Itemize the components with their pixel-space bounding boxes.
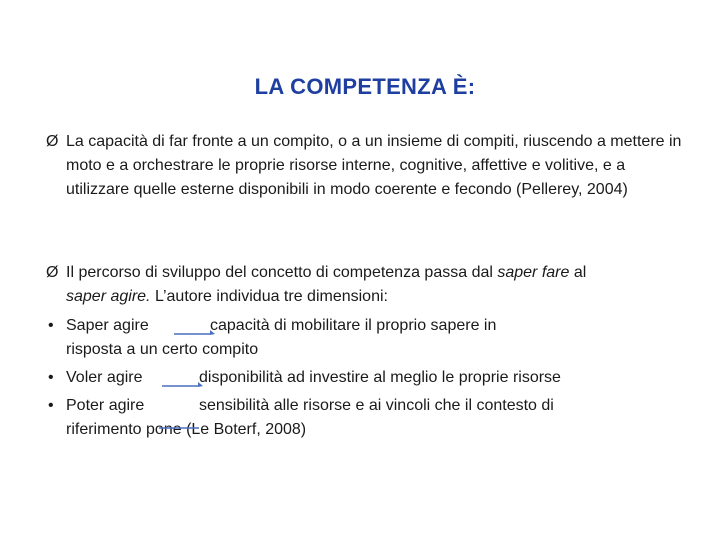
italic-saper-fare: saper fare xyxy=(497,264,570,281)
bullet-dot: • xyxy=(48,369,54,386)
paragraph-definition xyxy=(46,130,686,202)
dimension-item-saper-agire xyxy=(48,314,686,362)
evolution-text-mid: al xyxy=(569,264,587,281)
evolution-text-start: Il percorso di sviluppo del concetto di competenza passa dal xyxy=(66,264,498,281)
bullet-dot: • xyxy=(48,397,54,414)
dimension-description: disponibilità ad investire al meglio le proprie risorse xyxy=(199,369,561,386)
bullet-dot: • xyxy=(48,317,54,334)
arrow-icon xyxy=(162,378,204,388)
arrow-icon xyxy=(159,424,203,434)
arrow-bullet-icon: Ø xyxy=(46,264,59,281)
dimension-description: capacità di mobilitare il proprio sapere in xyxy=(210,317,497,334)
dimension-item-voler-agire xyxy=(48,366,686,390)
arrow-bullet-icon: Ø xyxy=(46,133,59,150)
slide-title: LA COMPETENZA È: xyxy=(254,74,476,99)
dimension-description-cont: risposta a un certo compito xyxy=(66,341,259,358)
dimension-term: Voler agire xyxy=(66,369,143,386)
evolution-text-end: L’autore individua tre dimensioni: xyxy=(150,288,388,305)
definition-text: La capacità di far fronte a un compito, o a un insieme di compiti, riuscendo a mettere in moto e a orchestrare le proprie risorse interne, cognitive, affettive e volitive, e a utilizzare quelle esterne disponibili in modo coerente e fecondo (Pellerey, 2004) xyxy=(66,133,682,198)
dimension-item-poter-agire xyxy=(48,394,686,442)
dimension-description: sensibilità alle risorse e ai vincoli che il contesto di xyxy=(199,397,554,414)
italic-saper-agire: saper agire. xyxy=(66,288,151,305)
paragraph-evolution xyxy=(46,261,686,309)
dimension-description-cont: riferimento pone (Le Boterf, 2008) xyxy=(66,421,307,438)
dimension-term: Poter agire xyxy=(66,397,145,414)
dimension-term: Saper agire xyxy=(66,317,149,334)
